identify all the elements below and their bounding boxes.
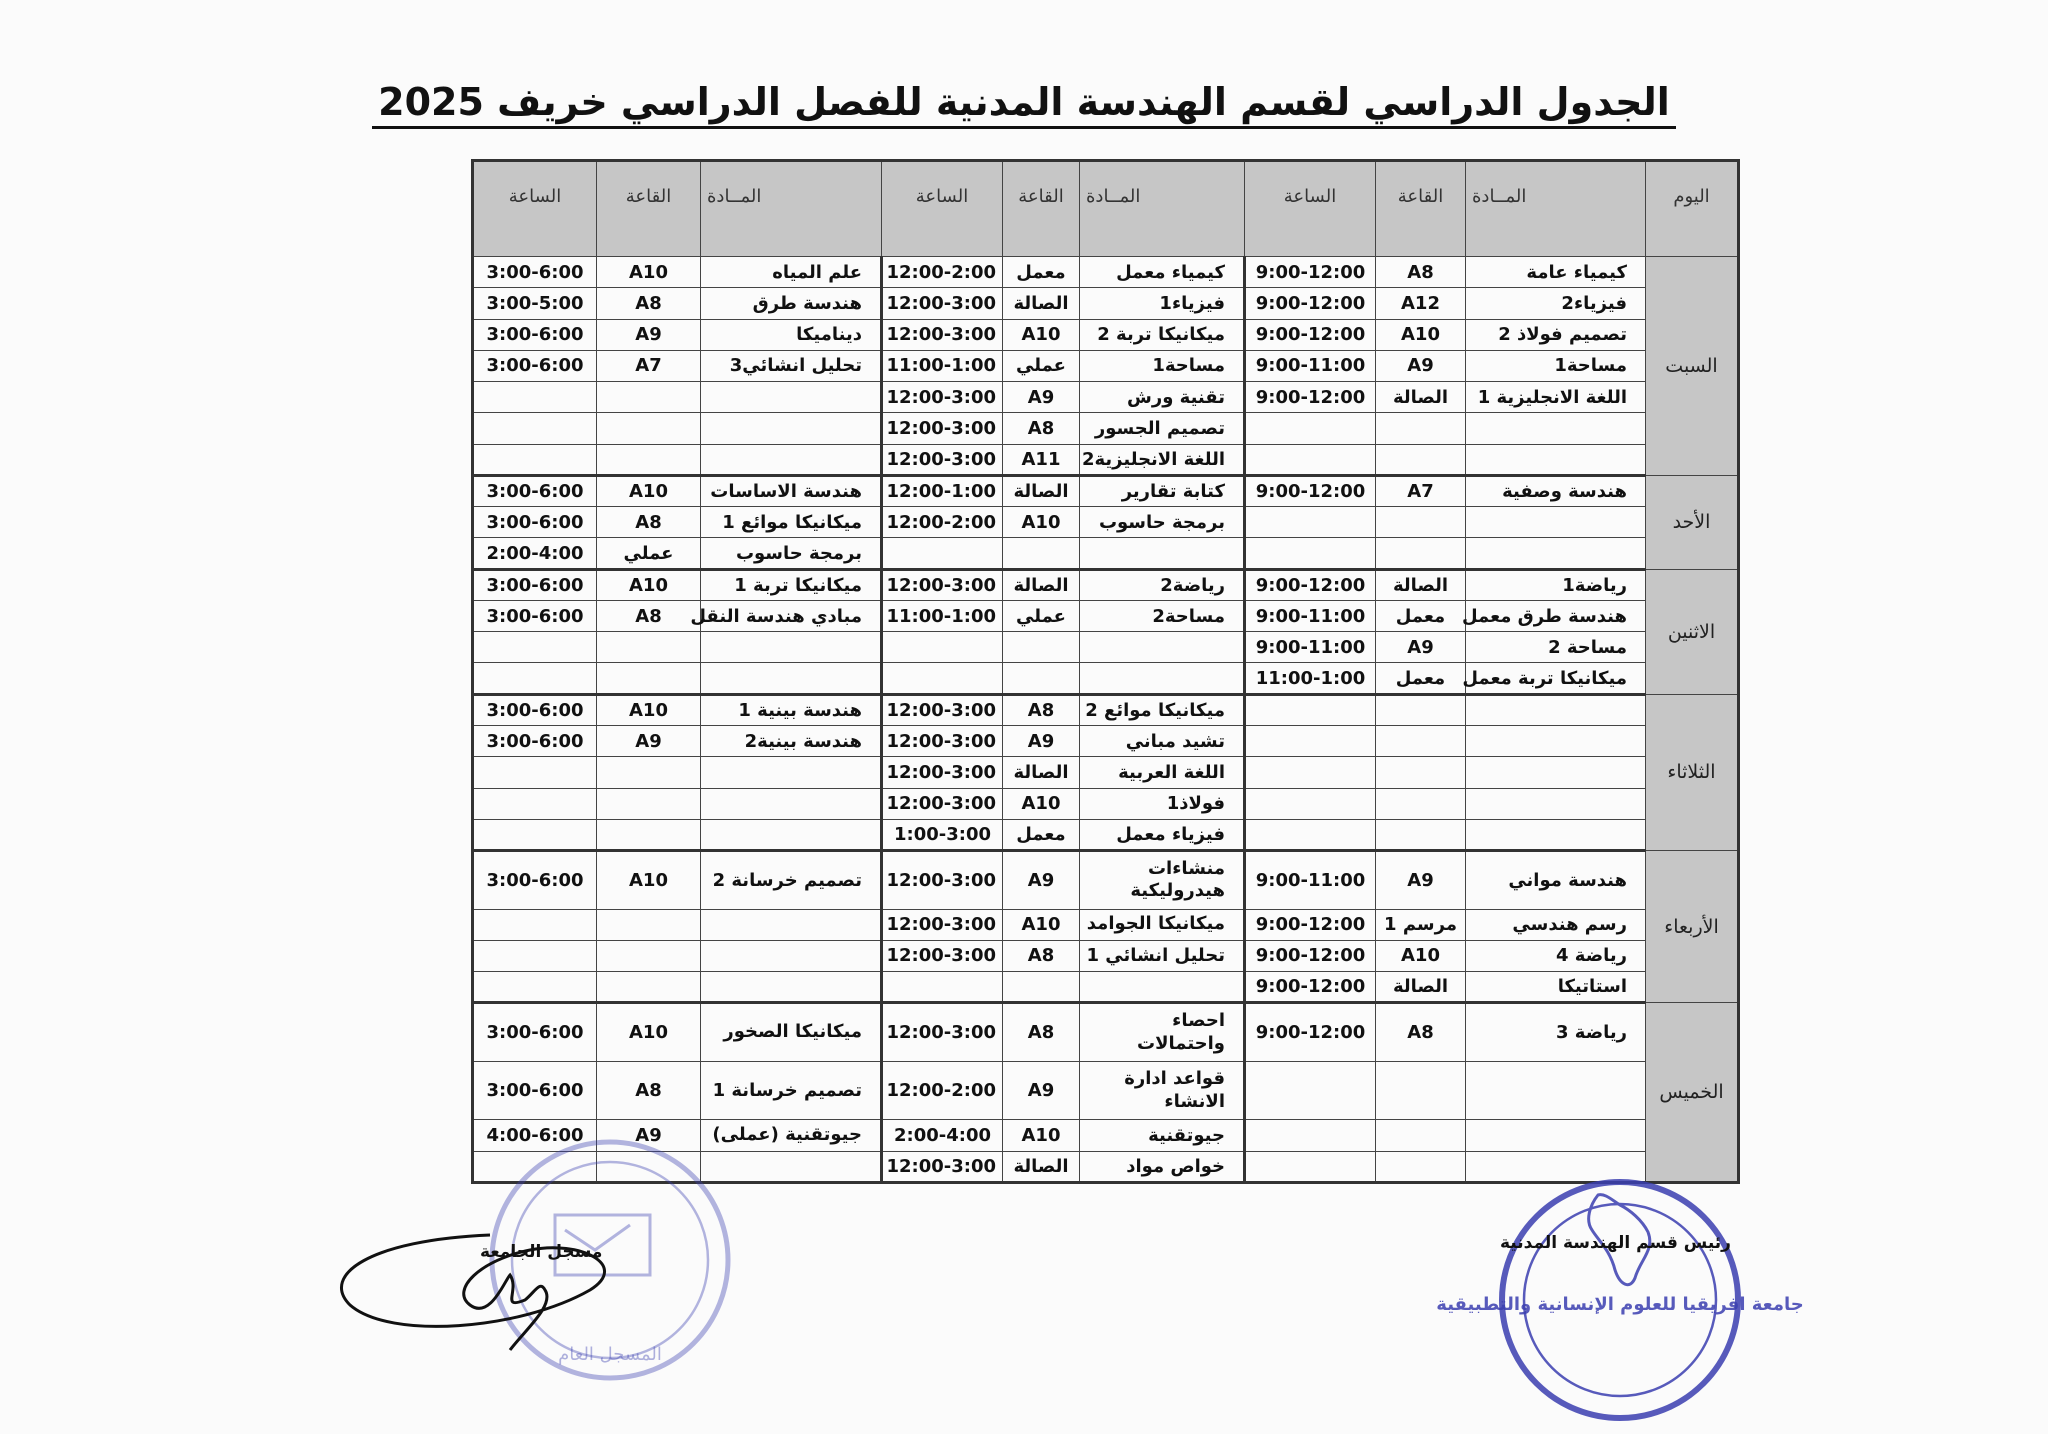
time-cell [473, 757, 597, 788]
room-cell: A7 [597, 350, 701, 381]
subject-cell: تصميم الجسور [1080, 413, 1245, 444]
room-cell: A9 [1003, 382, 1080, 413]
table-row [473, 663, 1739, 694]
subject-cell: مبادي هندسة النقل [701, 600, 882, 631]
table-row [473, 694, 1739, 725]
room-cell [1376, 1151, 1466, 1182]
time-cell: 3:00-6:00 [473, 257, 597, 288]
room-cell: A9 [1003, 1061, 1080, 1120]
room-cell: A10 [597, 694, 701, 725]
time-cell: 3:00-6:00 [473, 694, 597, 725]
room-cell: الصالة [1376, 382, 1466, 413]
room-cell [1003, 663, 1080, 694]
header-subject-2: المــادة [1080, 161, 1245, 257]
table-header-row [473, 161, 1739, 257]
header-room-3: القاعة [597, 161, 701, 257]
subject-cell [1466, 1120, 1646, 1151]
subject-cell [1466, 413, 1646, 444]
room-cell [1003, 632, 1080, 663]
subject-cell [701, 819, 882, 850]
time-cell: 12:00-3:00 [882, 569, 1003, 600]
room-cell [597, 909, 701, 940]
table-row [473, 382, 1739, 413]
room-cell: A10 [597, 1003, 701, 1062]
time-cell: 1:00-3:00 [882, 819, 1003, 850]
time-cell [473, 663, 597, 694]
subject-cell: ميكانيكا موائع 2 [1080, 694, 1245, 725]
time-cell [882, 632, 1003, 663]
subject-cell [701, 940, 882, 971]
day-cell: الاثنين [1646, 569, 1739, 694]
room-cell: عملي [1003, 600, 1080, 631]
subject-cell [1080, 538, 1245, 569]
time-cell: 12:00-3:00 [882, 851, 1003, 910]
room-cell [1376, 757, 1466, 788]
room-cell: A10 [597, 851, 701, 910]
room-cell [1376, 819, 1466, 850]
time-cell: 12:00-3:00 [882, 1003, 1003, 1062]
time-cell [473, 413, 597, 444]
time-cell: 3:00-6:00 [473, 1003, 597, 1062]
room-cell: A10 [1376, 319, 1466, 350]
subject-cell: منشاءات هيدروليكية [1080, 851, 1245, 910]
room-cell [1376, 694, 1466, 725]
registrar-stamp-icon [330, 1180, 750, 1410]
room-cell: عملي [597, 538, 701, 569]
subject-cell: فولاذ1 [1080, 788, 1245, 819]
room-cell: A8 [1003, 1003, 1080, 1062]
time-cell: 12:00-3:00 [882, 788, 1003, 819]
header-subject-3: المــادة [701, 161, 882, 257]
subject-cell: مساحة 2 [1466, 632, 1646, 663]
time-cell: 12:00-3:00 [882, 694, 1003, 725]
room-cell: الصالة [1003, 475, 1080, 506]
room-cell: A9 [1003, 851, 1080, 910]
room-cell [1376, 413, 1466, 444]
time-cell: 9:00-12:00 [1245, 382, 1376, 413]
time-cell [473, 909, 597, 940]
room-cell: A10 [1376, 940, 1466, 971]
time-cell: 3:00-6:00 [473, 851, 597, 910]
time-cell: 3:00-6:00 [473, 725, 597, 756]
time-cell [473, 632, 597, 663]
subject-cell [701, 1151, 882, 1182]
subject-cell [701, 788, 882, 819]
time-cell: 9:00-12:00 [1245, 909, 1376, 940]
time-cell: 11:00-1:00 [1245, 663, 1376, 694]
header-time-1: الساعة [1245, 161, 1376, 257]
time-cell: 12:00-3:00 [882, 288, 1003, 319]
university-stamp-text: جامعة افريقيا للعلوم الإنسانية والتطبيقية [1436, 1294, 1804, 1315]
subject-cell: كيمياء عامة [1466, 257, 1646, 288]
time-cell: 11:00-1:00 [882, 600, 1003, 631]
subject-cell [701, 757, 882, 788]
time-cell: 9:00-12:00 [1245, 475, 1376, 506]
room-cell: الصالة [1003, 1151, 1080, 1182]
subject-cell [1466, 819, 1646, 850]
table-row [473, 507, 1739, 538]
registrar-stamp-text: المسجل العام [558, 1344, 662, 1365]
room-cell: معمل [1376, 663, 1466, 694]
time-cell: 3:00-6:00 [473, 475, 597, 506]
time-cell: 9:00-12:00 [1245, 569, 1376, 600]
time-cell [882, 663, 1003, 694]
room-cell: الصالة [1376, 972, 1466, 1003]
subject-cell: ميكانيكا تربة معمل [1466, 663, 1646, 694]
subject-cell: ميكانيكا موائع 1 [701, 507, 882, 538]
table-row [473, 444, 1739, 475]
subject-cell [1466, 507, 1646, 538]
subject-cell: هندسة الاساسات [701, 475, 882, 506]
time-cell: 2:00-4:00 [473, 538, 597, 569]
registrar-signature-area [330, 1180, 750, 1410]
room-cell: معمل [1003, 819, 1080, 850]
room-cell [1376, 538, 1466, 569]
subject-cell: كتابة تقارير [1080, 475, 1245, 506]
room-cell: A9 [597, 319, 701, 350]
time-cell: 9:00-11:00 [1245, 632, 1376, 663]
time-cell [1245, 1151, 1376, 1182]
room-cell: A10 [597, 257, 701, 288]
room-cell: A10 [1003, 319, 1080, 350]
subject-cell [1080, 632, 1245, 663]
room-cell: A9 [1003, 725, 1080, 756]
room-cell [597, 444, 701, 475]
table-row [473, 972, 1739, 1003]
subject-cell: تقنية ورش [1080, 382, 1245, 413]
subject-cell [701, 413, 882, 444]
room-cell [597, 663, 701, 694]
table-row [473, 632, 1739, 663]
room-cell: A10 [1003, 507, 1080, 538]
room-cell: A9 [1376, 851, 1466, 910]
time-cell: 9:00-11:00 [1245, 600, 1376, 631]
subject-cell [1466, 757, 1646, 788]
header-day: اليوم [1646, 161, 1739, 257]
table-row [473, 940, 1739, 971]
room-cell [1376, 507, 1466, 538]
table-row [473, 475, 1739, 506]
room-cell: الصالة [1003, 569, 1080, 600]
time-cell: 12:00-3:00 [882, 319, 1003, 350]
subject-cell: هندسة وصفية [1466, 475, 1646, 506]
room-cell: A8 [597, 507, 701, 538]
header-room-1: القاعة [1376, 161, 1466, 257]
subject-cell [701, 909, 882, 940]
subject-cell: اللغة العربية [1080, 757, 1245, 788]
table-row [473, 909, 1739, 940]
subject-cell: رياضة2 [1080, 569, 1245, 600]
subject-cell: هندسة مواني [1466, 851, 1646, 910]
subject-cell [701, 382, 882, 413]
subject-cell: ديناميكا [701, 319, 882, 350]
room-cell: معمل [1376, 600, 1466, 631]
subject-cell: رياضة 3 [1466, 1003, 1646, 1062]
time-cell: 12:00-3:00 [882, 413, 1003, 444]
room-cell [1376, 788, 1466, 819]
time-cell: 12:00-3:00 [882, 382, 1003, 413]
time-cell [1245, 788, 1376, 819]
time-cell: 9:00-11:00 [1245, 350, 1376, 381]
subject-cell [701, 632, 882, 663]
room-cell [597, 819, 701, 850]
day-cell: الخميس [1646, 1003, 1739, 1183]
time-cell: 12:00-2:00 [882, 1061, 1003, 1120]
subject-cell [701, 663, 882, 694]
table-row [473, 725, 1739, 756]
time-cell [1245, 819, 1376, 850]
room-cell [1376, 1061, 1466, 1120]
time-cell [882, 538, 1003, 569]
room-cell: مرسم 1 [1376, 909, 1466, 940]
subject-cell: تحليل انشائي3 [701, 350, 882, 381]
time-cell [1245, 507, 1376, 538]
room-cell: عملي [1003, 350, 1080, 381]
table-row [473, 851, 1739, 910]
subject-cell [1466, 444, 1646, 475]
room-cell: الصالة [1003, 288, 1080, 319]
subject-cell: هندسة طرق [701, 288, 882, 319]
subject-cell: جيوتقنية [1080, 1120, 1245, 1151]
table-row [473, 288, 1739, 319]
time-cell: 4:00-6:00 [473, 1120, 597, 1151]
subject-cell: تصميم فولاذ 2 [1466, 319, 1646, 350]
page-title [0, 80, 2048, 124]
subject-cell [701, 972, 882, 1003]
room-cell [597, 757, 701, 788]
room-cell [1003, 538, 1080, 569]
time-cell: 12:00-3:00 [882, 757, 1003, 788]
table-row [473, 350, 1739, 381]
subject-cell [701, 444, 882, 475]
room-cell: معمل [1003, 257, 1080, 288]
time-cell: 3:00-6:00 [473, 507, 597, 538]
registrar-label: مسجل الجامعة [480, 1242, 603, 1262]
table-row [473, 1003, 1739, 1062]
room-cell: A7 [1376, 475, 1466, 506]
subject-cell [1466, 788, 1646, 819]
subject-cell: رياضة 4 [1466, 940, 1646, 971]
table-row [473, 257, 1739, 288]
day-cell: الأحد [1646, 475, 1739, 569]
subject-cell [1466, 1061, 1646, 1120]
schedule-table [471, 159, 1740, 1184]
time-cell [473, 972, 597, 1003]
subject-cell [1080, 972, 1245, 1003]
subject-cell [1466, 694, 1646, 725]
room-cell: A9 [1376, 350, 1466, 381]
header-room-2: القاعة [1003, 161, 1080, 257]
room-cell: A10 [597, 569, 701, 600]
time-cell: 12:00-3:00 [882, 1151, 1003, 1182]
subject-cell: مساحة1 [1466, 350, 1646, 381]
subject-cell: قواعد ادارة الانشاء [1080, 1061, 1245, 1120]
table-row [473, 757, 1739, 788]
subject-cell: مساحة2 [1080, 600, 1245, 631]
header-time-2: الساعة [882, 161, 1003, 257]
room-cell: الصالة [1003, 757, 1080, 788]
room-cell: A12 [1376, 288, 1466, 319]
room-cell: A8 [1376, 257, 1466, 288]
time-cell: 12:00-3:00 [882, 444, 1003, 475]
subject-cell: اللغة الانجليزية2 [1080, 444, 1245, 475]
room-cell [597, 788, 701, 819]
subject-cell: ميكانيكا الجوامد [1080, 909, 1245, 940]
room-cell: A9 [597, 725, 701, 756]
schedule-body [473, 257, 1739, 1183]
subject-cell: احصاء واحتمالات [1080, 1003, 1245, 1062]
table-row [473, 819, 1739, 850]
time-cell [882, 972, 1003, 1003]
header-time-3: الساعة [473, 161, 597, 257]
subject-cell: فيزياء معمل [1080, 819, 1245, 850]
subject-cell: رياضة1 [1466, 569, 1646, 600]
header-subject-1: المــادة [1466, 161, 1646, 257]
time-cell: 11:00-1:00 [882, 350, 1003, 381]
time-cell [1245, 757, 1376, 788]
day-cell: الأربعاء [1646, 851, 1739, 1003]
subject-cell: هندسة بينية 1 [701, 694, 882, 725]
subject-cell [1466, 538, 1646, 569]
subject-cell: تصميم خرسانة 2 [701, 851, 882, 910]
table-row [473, 1120, 1739, 1151]
time-cell: 3:00-6:00 [473, 1061, 597, 1120]
subject-cell: مساحة1 [1080, 350, 1245, 381]
room-cell: A10 [597, 475, 701, 506]
subject-cell: ميكانيكا تربة 2 [1080, 319, 1245, 350]
time-cell [1245, 538, 1376, 569]
time-cell: 12:00-1:00 [882, 475, 1003, 506]
subject-cell: كيمياء معمل [1080, 257, 1245, 288]
time-cell [473, 444, 597, 475]
room-cell: A8 [1376, 1003, 1466, 1062]
time-cell: 9:00-12:00 [1245, 257, 1376, 288]
subject-cell: تصميم خرسانة 1 [701, 1061, 882, 1120]
subject-cell: تشيد مباني [1080, 725, 1245, 756]
subject-cell: برمجة حاسوب [1080, 507, 1245, 538]
university-stamp-icon [1436, 1160, 1804, 1430]
time-cell: 9:00-12:00 [1245, 972, 1376, 1003]
time-cell: 12:00-3:00 [882, 909, 1003, 940]
time-cell [473, 788, 597, 819]
table-row [473, 569, 1739, 600]
room-cell [597, 382, 701, 413]
room-cell [597, 632, 701, 663]
time-cell: 9:00-12:00 [1245, 319, 1376, 350]
table-row [473, 600, 1739, 631]
table-row [473, 788, 1739, 819]
subject-cell: علم المياه [701, 257, 882, 288]
subject-cell: هندسة بينية2 [701, 725, 882, 756]
time-cell [1245, 1120, 1376, 1151]
subject-cell: ميكانيكا الصخور [701, 1003, 882, 1062]
table-row [473, 1061, 1739, 1120]
room-cell: A8 [597, 1061, 701, 1120]
table-row [473, 538, 1739, 569]
time-cell: 12:00-3:00 [882, 725, 1003, 756]
subject-cell: ميكانيكا تربة 1 [701, 569, 882, 600]
time-cell: 12:00-2:00 [882, 257, 1003, 288]
room-cell [597, 972, 701, 1003]
room-cell [1376, 1120, 1466, 1151]
time-cell [1245, 444, 1376, 475]
subject-cell [1466, 725, 1646, 756]
room-cell: A8 [597, 288, 701, 319]
subject-cell: رسم هندسي [1466, 909, 1646, 940]
time-cell [473, 819, 597, 850]
room-cell: A8 [1003, 694, 1080, 725]
room-cell: A8 [1003, 940, 1080, 971]
subject-cell: تحليل انشائي 1 [1080, 940, 1245, 971]
room-cell: A10 [1003, 909, 1080, 940]
time-cell [1245, 1061, 1376, 1120]
room-cell [1376, 725, 1466, 756]
time-cell: 3:00-5:00 [473, 288, 597, 319]
subject-cell: برمجة حاسوب [701, 538, 882, 569]
subject-cell: فيزياء1 [1080, 288, 1245, 319]
time-cell: 12:00-2:00 [882, 507, 1003, 538]
room-cell: A8 [597, 600, 701, 631]
department-head-label: رئيس قسم الهندسة المدنية [1500, 1233, 1731, 1253]
room-cell [597, 413, 701, 444]
day-cell: السبت [1646, 257, 1739, 476]
room-cell [1376, 444, 1466, 475]
room-cell [597, 940, 701, 971]
subject-cell: استاتيكا [1466, 972, 1646, 1003]
time-cell: 9:00-11:00 [1245, 851, 1376, 910]
time-cell [1245, 694, 1376, 725]
table-row [473, 413, 1739, 444]
department-head-stamp-area [1436, 1160, 1804, 1430]
time-cell: 3:00-6:00 [473, 319, 597, 350]
table-row [473, 319, 1739, 350]
room-cell: A10 [1003, 788, 1080, 819]
subject-cell: خواص مواد [1080, 1151, 1245, 1182]
subject-cell: هندسة طرق معمل [1466, 600, 1646, 631]
time-cell [1245, 725, 1376, 756]
time-cell: 3:00-6:00 [473, 600, 597, 631]
subject-cell: فيزياء2 [1466, 288, 1646, 319]
subject-cell [1080, 663, 1245, 694]
room-cell [1003, 972, 1080, 1003]
room-cell: A10 [1003, 1120, 1080, 1151]
subject-cell: اللغة الانجليزية 1 [1466, 382, 1646, 413]
time-cell [473, 382, 597, 413]
room-cell: الصالة [1376, 569, 1466, 600]
subject-cell: جيوتقنية (عملى) [701, 1120, 882, 1151]
page-title-text: الجدول الدراسي لقسم الهندسة المدنية للفصل الدراسي خريف 2025 [372, 80, 1676, 129]
room-cell: A8 [1003, 413, 1080, 444]
room-cell: A11 [1003, 444, 1080, 475]
time-cell [1245, 413, 1376, 444]
room-cell: A9 [597, 1120, 701, 1151]
time-cell [473, 940, 597, 971]
time-cell: 3:00-6:00 [473, 350, 597, 381]
day-cell: الثلاثاء [1646, 694, 1739, 850]
time-cell: 9:00-12:00 [1245, 1003, 1376, 1062]
room-cell: A9 [1376, 632, 1466, 663]
time-cell: 12:00-3:00 [882, 940, 1003, 971]
time-cell: 2:00-4:00 [882, 1120, 1003, 1151]
time-cell: 3:00-6:00 [473, 569, 597, 600]
time-cell: 9:00-12:00 [1245, 288, 1376, 319]
time-cell: 9:00-12:00 [1245, 940, 1376, 971]
